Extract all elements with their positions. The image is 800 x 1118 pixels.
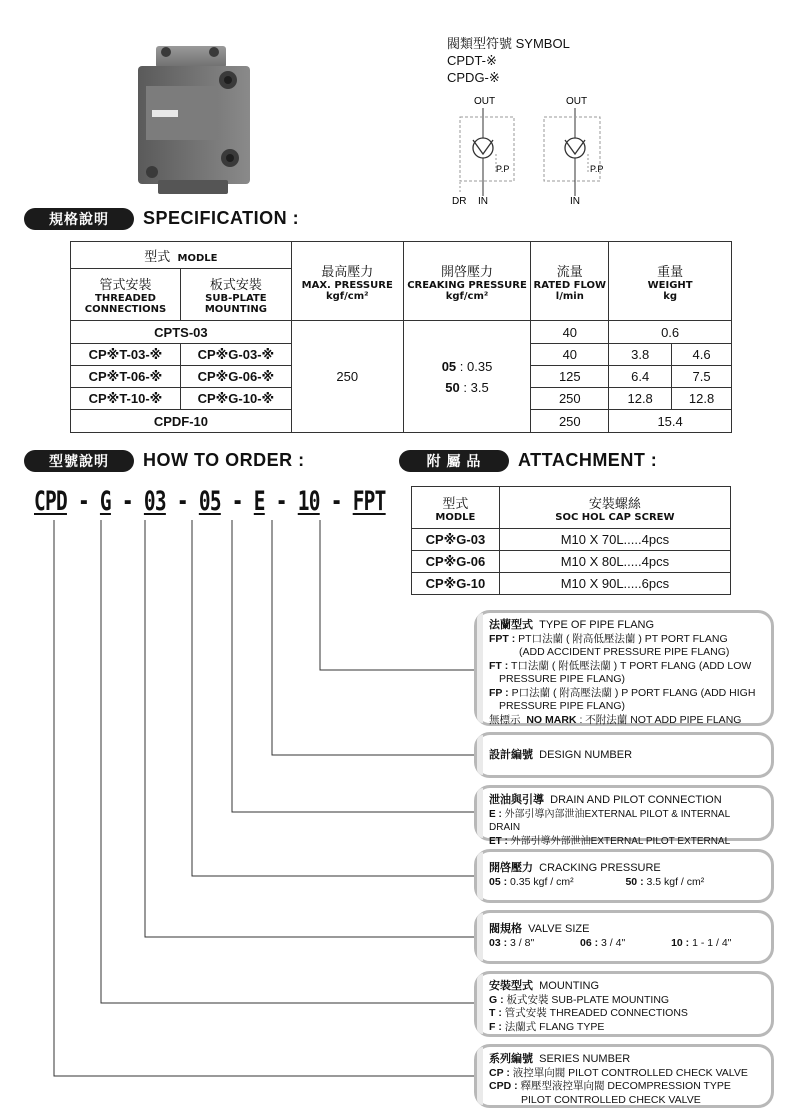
cell-model: CPDF-10 <box>71 410 292 433</box>
symbol-pp-label-left: P.P <box>496 164 510 174</box>
att-cell-screw: M10 X 90L.....6pcs <box>499 573 730 595</box>
cell-cracking: 05 : 0.35 50 : 3.5 <box>403 321 531 433</box>
cell-weight-1: 6.4 <box>609 366 672 388</box>
code-part-flange: FPT <box>352 486 386 517</box>
order-header-title: HOW TO ORDER : <box>143 450 305 470</box>
series-number-box: 系列編號 SERIES NUMBER CP : 液控單向閥 PILOT CONTROLLED CHECK VALVE CPD : 釋壓型液控單向閥 DECOMPRESSION TYPE PILOT CONTROLLED CHECK VALVE <box>474 1044 774 1108</box>
attach-header-title: ATTACHMENT : <box>518 450 658 470</box>
att-cell-model: CP※G-03 <box>412 529 500 551</box>
att-cell-model: CP※G-10 <box>412 573 500 595</box>
att-cell-screw: M10 X 80L.....4pcs <box>499 551 730 573</box>
cell-weight: 0.6 <box>609 321 732 344</box>
code-part-series: CPD <box>34 486 67 517</box>
att-th-screw: 安裝螺絲 SOC HOL CAP SCREW <box>499 487 730 529</box>
code-sep: - <box>77 486 89 517</box>
code-part-drain: E <box>253 486 265 517</box>
code-sep: - <box>121 486 133 517</box>
symbol-title: 閥類型符號 SYMBOL <box>447 36 570 51</box>
cell-threaded: CP※T-03-※ <box>71 344 181 366</box>
table-row <box>412 551 731 573</box>
th-weight: 重量 WEIGHT kg <box>609 242 732 321</box>
symbol-in-label-right: IN <box>570 196 580 207</box>
cell-max-pressure: 250 <box>291 321 403 433</box>
th-subplate: 板式安裝 SUB-PLATE MOUNTING <box>180 269 291 321</box>
cell-flow: 250 <box>531 410 609 433</box>
code-sep: - <box>330 486 342 517</box>
th-threaded: 管式安裝 THREADED CONNECTIONS <box>71 269 181 321</box>
order-header-badge: 型號說明 <box>24 450 134 472</box>
code-part-mounting: G <box>99 486 111 517</box>
drain-pilot-box: 泄油與引導 DRAIN AND PILOT CONNECTION E : 外部引導內部泄油EXTERNAL PILOT & INTERNAL DRAIN ET : 外部引導外部泄油EXTERNAL PILOT EXTERNAL <box>474 785 774 841</box>
th-cracking-pressure: 開啓壓力 CREAKING PRESSURE kgf/cm² <box>403 242 531 321</box>
code-part-size: 03 <box>143 486 166 517</box>
code-sep: - <box>176 486 188 517</box>
attach-header-badge: 附 屬 品 <box>399 450 509 472</box>
cell-model: CPTS-03 <box>71 321 292 344</box>
mounting-box: 安裝型式 MOUNTING G : 板式安裝 SUB-PLATE MOUNTING T : 管式安裝 THREADED CONNECTIONS F : 法蘭式 FLANG TYPE <box>474 971 774 1037</box>
symbol-pp-label-right: P.P <box>590 164 604 174</box>
symbol-out-label-right: OUT <box>566 96 588 107</box>
cracking-pressure-box: 開啓壓力 CRACKING PRESSURE 05 : 0.35 kgf / cm² 50 : 3.5 kgf / cm² <box>474 849 774 903</box>
flange-type-box: 法蘭型式 TYPE OF PIPE FLANG FPT : PT口法蘭 ( 附高低壓法蘭 ) PT PORT FLANG (ADD ACCIDENT PRESSURE PIPE FLANG) FT : T口法蘭 ( 附低壓法蘭 ) T PORT FLANG (ADD LOW PRESSURE PIPE FLANG) FP : P口法蘭 ( 附高壓法蘭 ) P PORT FLANG (ADD HIGH PRESSURE PIPE FLANG) 無標示 NO MARK : 不附法蘭 NOT ADD PIPE FLANG <box>474 610 774 726</box>
table-row <box>412 573 731 595</box>
symbol-model-2: CPDG-※ <box>447 70 500 85</box>
cell-weight-2: 4.6 <box>672 344 732 366</box>
th-max-pressure: 最高壓力 MAX. PRESSURE kgf/cm² <box>291 242 403 321</box>
table-row <box>412 529 731 551</box>
cell-subplate: CP※G-06-※ <box>180 366 291 388</box>
design-number-box: 設計編號 DESIGN NUMBER <box>474 732 774 778</box>
cell-threaded: CP※T-06-※ <box>71 366 181 388</box>
cell-weight-1: 3.8 <box>609 344 672 366</box>
code-part-cracking: 05 <box>198 486 221 517</box>
cell-weight-2: 7.5 <box>672 366 732 388</box>
cell-flow: 40 <box>531 321 609 344</box>
symbol-dr-label: DR <box>452 196 467 207</box>
cell-weight-2: 12.8 <box>672 388 732 410</box>
cell-subplate: CP※G-10-※ <box>180 388 291 410</box>
code-sep: - <box>231 486 243 517</box>
cell-flow: 250 <box>531 388 609 410</box>
th-rated-flow: 流量 RATED FLOW l/min <box>531 242 609 321</box>
cell-flow: 125 <box>531 366 609 388</box>
cell-subplate: CP※G-03-※ <box>180 344 291 366</box>
symbol-out-label-left: OUT <box>474 96 496 107</box>
att-th-modle: 型式 MODLE <box>412 487 500 529</box>
cell-threaded: CP※T-10-※ <box>71 388 181 410</box>
code-sep: - <box>275 486 287 517</box>
code-part-design: 10 <box>297 486 320 517</box>
valve-size-box: 閥規格 VALVE SIZE 03 : 3 / 8" 06 : 3 / 4" 10 : 1 - 1 / 4" <box>474 910 774 964</box>
symbol-model-1: CPDT-※ <box>447 53 497 68</box>
cell-weight-1: 12.8 <box>609 388 672 410</box>
attachment-table <box>411 486 731 595</box>
spec-header-title: SPECIFICATION : <box>143 208 300 228</box>
spec-header-badge: 規格說明 <box>24 208 134 230</box>
symbol-in-label-left: IN <box>478 196 488 207</box>
cell-flow: 40 <box>531 344 609 366</box>
th-modle: 型式 MODLE <box>71 242 292 269</box>
cell-weight: 15.4 <box>609 410 732 433</box>
att-cell-screw: M10 X 70L.....4pcs <box>499 529 730 551</box>
att-cell-model: CP※G-06 <box>412 551 500 573</box>
